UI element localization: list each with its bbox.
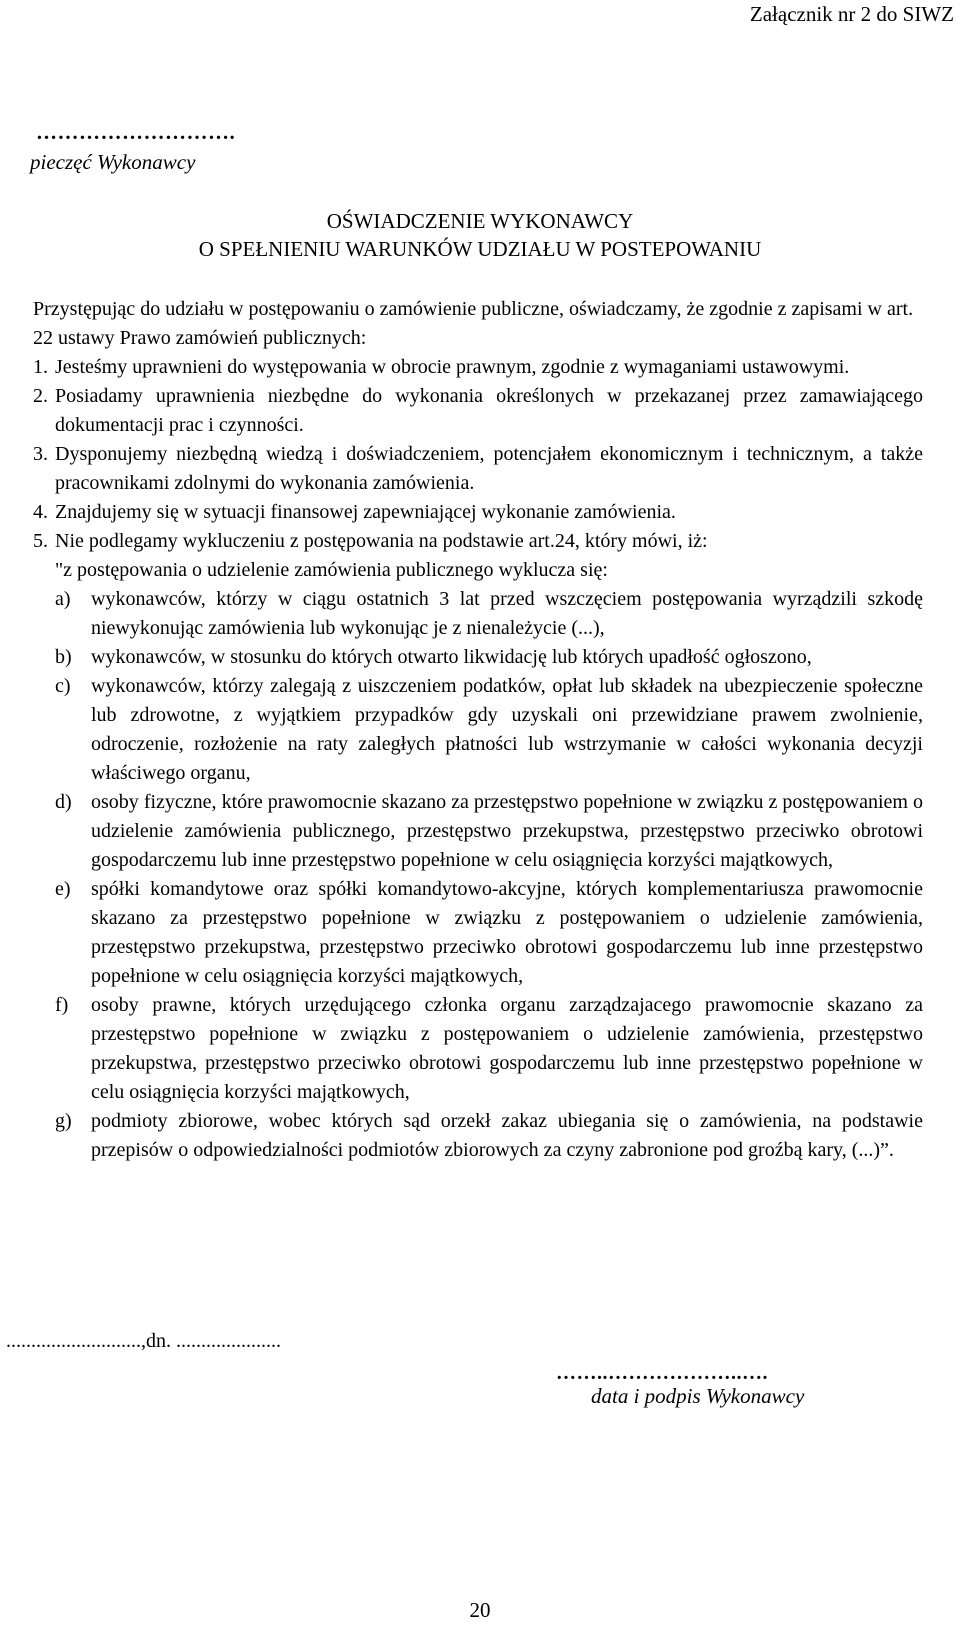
sub-list-item-text: spółki komandytowe oraz spółki komandytowo-akcyjne, których komplementariusza prawomocnie skazano za przestępstwo popełnione w związku z postępowaniem o udzielenie zamówienia, przestępstwo przekupstwa, przestępstwo przeciwko obrotowi gospodarczemu lub inne przestępstwo popełnione w celu osiągnięcia korzyści majątkowych, (91, 878, 923, 987)
list-item-text: Dysponujemy niezbędną wiedzą i doświadczeniem, potencjałem ekonomicznym i technicznym, a także pracownikami zdolnymi do wykonania zamówienia. (55, 443, 923, 494)
list-item (33, 382, 923, 440)
list-item-text: Nie podlegamy wykluczeniu z postępowania na podstawie art.24, który mówi, iż: (55, 530, 708, 552)
sub-list-item-text: osoby fizyczne, które prawomocnie skazano za przestępstwo popełnione w związku z postępowaniem o udzielenie zamówienia publicznego, przestępstwo przekupstwa, przestępstwo przeciwko obrotowi gospodarczemu lub inne przestępstwo popełnione w celu osiągnięcia korzyści majątkowych, (91, 791, 923, 871)
signature-placeholder: ……..………………..…. (556, 1362, 768, 1384)
sub-list-item-text: wykonawców, którzy zalegają z uiszczeniem podatków, opłat lub składek na ubezpieczenie społeczne lub zdrowotne, z wyjątkiem przypadków gdy uzyskali oni przewidziane prawem zwolnienie, odroczenie, rozłożenie na raty zaległych płatności lub wstrzymanie w całości wykonania decyzji właściwego organu, (91, 675, 923, 784)
sub-list-item-text: osoby prawne, których urzędującego członka organu zarządzajacego prawomocnie skazano za przestępstwo popełnione w związku z postępowaniem o udzielenie zamówienia, przestępstwo przekupstwa, przestępstwo przeciwko obrotowi gospodarczemu lub inne przestępstwo popełnione w celu osiągnięcia korzyści majątkowych, (91, 994, 923, 1103)
list-item (33, 353, 923, 382)
sub-list-item-text: wykonawców, w stosunku do których otwarto likwidację lub których upadłość ogłoszono, (91, 646, 812, 668)
sub-list-item-letter: g) (55, 1110, 72, 1132)
place-date-field: ...........................,dn. ..................... (6, 1330, 281, 1352)
signature-label: data i podpis Wykonawcy (591, 1384, 805, 1408)
list-item-number: 5. (33, 530, 48, 552)
quote-lead: "z postępowania o udzielenie zamówienia publicznego wyklucza się: (55, 559, 608, 581)
list-item (33, 440, 923, 498)
list-item (33, 527, 923, 556)
sub-list-item (55, 643, 923, 672)
list-item-number: 4. (33, 501, 48, 523)
sub-list-item-letter: f) (55, 994, 69, 1016)
page-number: 20 (469, 1598, 491, 1622)
document-title: OŚWIADCZENIE WYKONAWCY (326, 209, 634, 233)
sub-list-item-text: podmioty zbiorowe, wobec których sąd orzekł zakaz ubiegania się o zamówienia, na podstawie przepisów o odpowiedzialności podmiotów zbiorowych za czyny zabronione pod groźbą kary, (...)”. (91, 1110, 923, 1161)
sub-list-item-letter: a) (55, 588, 71, 610)
sub-list-item (55, 672, 923, 788)
list-item-text: Jesteśmy uprawnieni do występowania w obrocie prawnym, zgodnie z wymaganiami ustawowymi. (55, 356, 850, 378)
sub-list-item (55, 875, 923, 991)
sub-list-item-text: wykonawców, którzy w ciągu ostatnich 3 lat przed wszczęciem postępowania wyrządzili szkodę niewykonując zamówienia lub wykonując je z nienależycie (...), (91, 588, 923, 639)
sub-list-item-letter: e) (55, 878, 71, 900)
document-body (33, 295, 923, 1165)
document-subtitle: O SPEŁNIENIU WARUNKÓW UDZIAŁU W POSTEPOWANIU (198, 237, 762, 261)
list-item-number: 1. (33, 356, 48, 378)
stamp-placeholder: ………………………. (36, 120, 236, 144)
sub-list-item-letter: c) (55, 675, 71, 697)
stamp-label: pieczęć Wykonawcy (30, 150, 196, 174)
sub-list-item (55, 788, 923, 875)
sub-list-item (55, 991, 923, 1107)
intro-paragraph: Przystępując do udziału w postępowaniu o zamówienie publiczne, oświadczamy, że zgodnie z zapisami w art. 22 ustawy Prawo zamówień publicznych: (33, 298, 914, 349)
sub-list-item (55, 1107, 923, 1165)
sub-list-item (55, 585, 923, 643)
sub-list-item-letter: b) (55, 646, 72, 668)
list-item-number: 2. (33, 385, 48, 407)
list-item-text: Posiadamy uprawnienia niezbędne do wykonania określonych w przekazanej przez zamawiającego dokumentacji prac i czynności. (55, 385, 923, 436)
list-item-text: Znajdujemy się w sytuacji finansowej zapewniającej wykonanie zamówienia. (55, 501, 676, 523)
sub-list-item-letter: d) (55, 791, 72, 813)
list-item (33, 498, 923, 527)
attachment-label: Załącznik nr 2 do SIWZ (749, 2, 954, 26)
list-item-number: 3. (33, 443, 48, 465)
